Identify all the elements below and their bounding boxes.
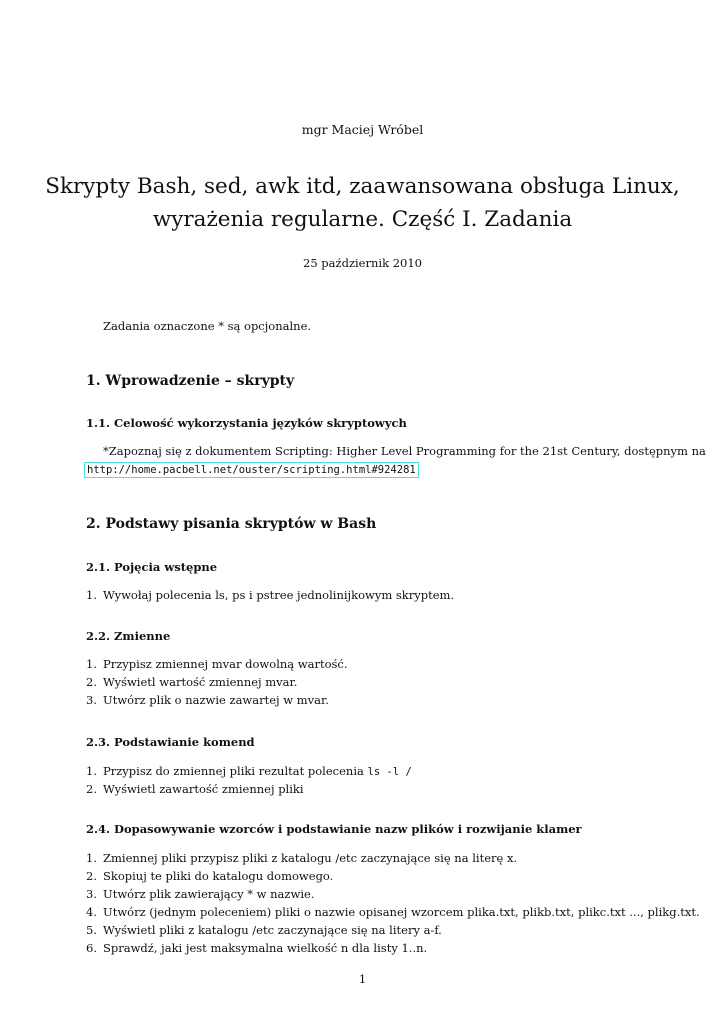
list-item: 5. Wyświetl pliki z katalogu /etc zaczynające się na litery a-f. (86, 923, 442, 937)
section-1-heading: 1. Wprowadzenie – skrypty (86, 373, 295, 389)
subsection-2-3-heading: 2.3. Podstawianie komend (86, 735, 255, 749)
intro-note: Zadania oznaczone * są opcjonalne. (103, 319, 312, 333)
author: mgr Maciej Wróbel (301, 122, 424, 137)
subsection-2-3-list (86, 762, 412, 798)
subsection-2-4-list (86, 849, 700, 957)
document-date: 25 październik 2010 (303, 256, 422, 270)
page-number: 1 (358, 972, 367, 986)
list-item: 2. Skopiuj te pliki do katalogu domowego. (86, 869, 334, 883)
subsection-2-1-list (86, 586, 454, 604)
subsection-1-1-heading: 1.1. Celowość wykorzystania języków skryptowych (86, 416, 407, 430)
list-item: 6. Sprawdź, jaki jest maksymalna wielkość n dla listy 1..n. (86, 941, 428, 955)
section-2-heading: 2. Podstawy pisania skryptów w Bash (86, 516, 377, 532)
list-item: 3. Utwórz plik zawierający * w nazwie. (86, 887, 315, 901)
list-item: 1. Przypisz zmiennej mvar dowolną wartość. (86, 657, 348, 671)
title-line-1: Skrypty Bash, sed, awk itd, zaawansowana obsługa Linux, (45, 174, 680, 199)
scripting-link[interactable]: http://home.pacbell.net/ouster/scripting.html#924281 (84, 462, 419, 478)
list-item: 1. Zmiennej pliki przypisz pliki z katalogu /etc zaczynające się na literę x. (86, 851, 518, 865)
list-item: 1. Przypisz do zmiennej pliki rezultat polecenia ls -l / (86, 764, 412, 778)
list-item: 2. Wyświetl wartość zmiennej mvar. (86, 675, 298, 689)
subsection-2-2-list (86, 655, 348, 709)
list-item: 4. Utwórz (jednym poleceniem) pliki o nazwie opisanej wzorcem plika.txt, plikb.txt, plikc.txt ..., plikg.txt. (86, 905, 700, 919)
document-title (0, 170, 725, 236)
command-code: ls -l / (367, 766, 412, 778)
subsection-2-2-heading: 2.2. Zmienne (86, 629, 171, 643)
list-item: 1. Wywołaj polecenia ls, ps i pstree jednolinijkowym skryptem. (86, 588, 455, 602)
subsection-2-4-heading: 2.4. Dopasowywanie wzorców i podstawianie nazw plików i rozwijanie klamer (86, 822, 582, 836)
list-item: 2. Wyświetl zawartość zmiennej pliki (86, 782, 304, 796)
subsection-2-1-heading: 2.1. Pojęcia wstępne (86, 560, 218, 574)
list-item: 3. Utwórz plik o nazwie zawartej w mvar. (86, 693, 329, 707)
title-line-2: wyrażenia regularne. Część I. Zadania (152, 207, 573, 232)
subsection-1-1-text: *Zapoznaj się z dokumentem Scripting: Higher Level Programming for the 21st Century, dostępnym na (103, 444, 706, 458)
